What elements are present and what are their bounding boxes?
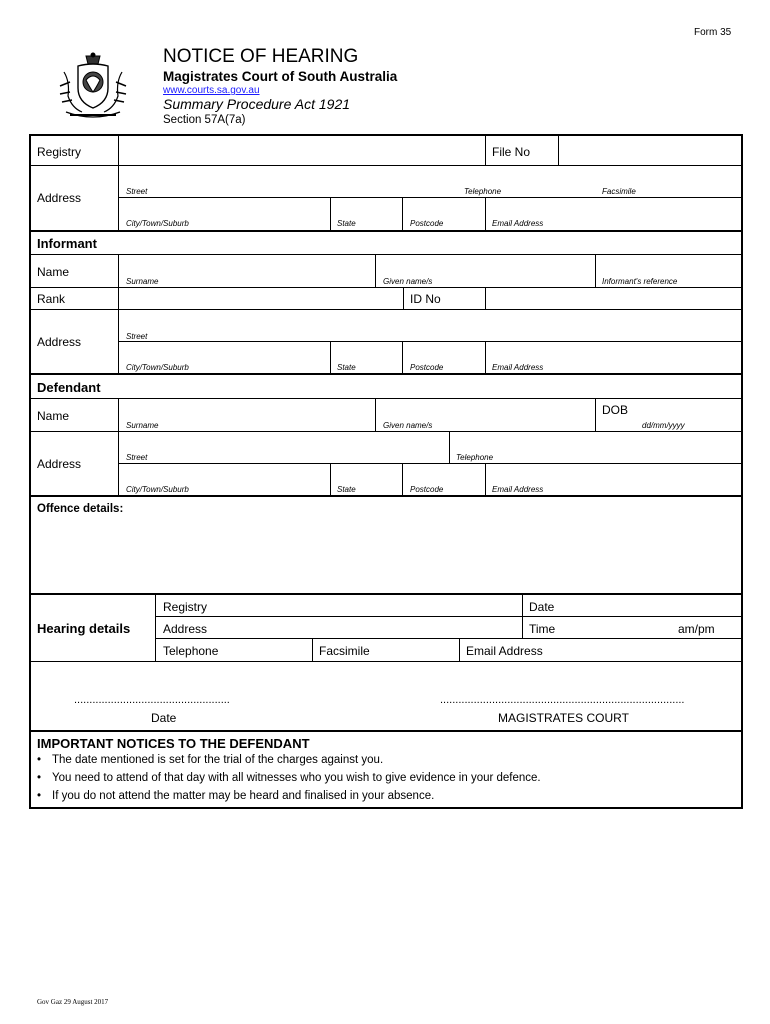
notice-item bbox=[33, 787, 541, 805]
informant-street-field[interactable] bbox=[119, 310, 741, 341]
hearing-time-label: Time bbox=[529, 622, 556, 636]
defendant-street-field[interactable] bbox=[119, 432, 448, 462]
informant-state-caption: State bbox=[337, 363, 356, 372]
informant-given-names-caption: Given name/s bbox=[383, 277, 433, 286]
informant-postcode-field[interactable] bbox=[403, 342, 484, 373]
informant-rank-label: Rank bbox=[37, 292, 66, 306]
bullet-icon: • bbox=[37, 754, 42, 766]
court-facsimile-caption: Facsimile bbox=[602, 187, 636, 196]
notices-heading: IMPORTANT NOTICES TO THE DEFENDANT bbox=[37, 736, 310, 751]
hearing-address-label: Address bbox=[163, 622, 208, 636]
hearing-registry-label: Registry bbox=[163, 600, 208, 614]
hearing-date-field[interactable] bbox=[565, 595, 741, 616]
hearing-email-field[interactable] bbox=[552, 639, 741, 661]
hearing-facsimile-field[interactable] bbox=[376, 639, 458, 661]
act-title: Summary Procedure Act 1921 bbox=[163, 96, 351, 112]
registry-field[interactable] bbox=[119, 135, 485, 165]
notices-list bbox=[33, 751, 541, 805]
hearing-time-field[interactable] bbox=[565, 617, 675, 638]
informant-state-field[interactable] bbox=[331, 342, 401, 373]
defendant-city-caption: City/Town/Suburb bbox=[126, 485, 189, 494]
defendant-name-label: Name bbox=[37, 409, 70, 423]
informant-heading: Informant bbox=[37, 236, 97, 251]
magistrates-court-signature-line[interactable]: ................................................................................ bbox=[440, 694, 685, 706]
defendant-dob-field[interactable] bbox=[596, 399, 741, 430]
defendant-telephone-field[interactable] bbox=[450, 432, 741, 462]
informant-reference-caption: Informant's reference bbox=[602, 277, 678, 286]
informant-surname-caption: Surname bbox=[126, 277, 159, 286]
form-number: Form 35 bbox=[694, 27, 732, 38]
defendant-given-names-caption: Given name/s bbox=[383, 421, 433, 430]
informant-reference-field[interactable] bbox=[596, 255, 741, 286]
offence-details-heading: Offence details: bbox=[37, 503, 124, 515]
defendant-postcode-caption: Postcode bbox=[410, 485, 444, 494]
signature-date-label: Date bbox=[151, 711, 177, 725]
magistrates-court-label: MAGISTRATES COURT bbox=[498, 711, 629, 725]
offence-details-field[interactable] bbox=[31, 520, 740, 592]
court-street-caption: Street bbox=[126, 187, 148, 196]
informant-surname-field[interactable] bbox=[119, 255, 374, 286]
court-website-link[interactable]: www.courts.sa.gov.au bbox=[163, 85, 260, 96]
informant-email-field[interactable] bbox=[486, 342, 741, 373]
defendant-street-caption: Street bbox=[126, 453, 148, 462]
hearing-ampm-label: am/pm bbox=[678, 622, 715, 636]
informant-id-label: ID No bbox=[410, 292, 441, 306]
informant-rank-field[interactable] bbox=[119, 288, 402, 309]
informant-city-caption: City/Town/Suburb bbox=[126, 363, 189, 372]
court-email-caption: Email Address bbox=[492, 219, 544, 228]
hearing-telephone-field[interactable] bbox=[226, 639, 311, 661]
court-postcode-caption: Postcode bbox=[410, 219, 444, 228]
section-ref: Section 57A(7a) bbox=[163, 114, 246, 126]
bullet-icon: • bbox=[37, 790, 42, 802]
defendant-given-names-field[interactable] bbox=[376, 399, 594, 430]
court-email-field[interactable] bbox=[486, 198, 741, 230]
defendant-state-caption: State bbox=[337, 485, 356, 494]
court-state-field[interactable] bbox=[331, 198, 401, 230]
court-street-field[interactable] bbox=[119, 166, 453, 197]
notice-text: You need to attend of that day with all witnesses who you wish to give evidence in your defence. bbox=[52, 772, 541, 784]
defendant-surname-caption: Surname bbox=[126, 421, 159, 430]
page-title: NOTICE OF HEARING bbox=[163, 46, 359, 67]
defendant-dob-format-caption: dd/mm/yyyy bbox=[642, 421, 685, 430]
defendant-email-field[interactable] bbox=[486, 464, 741, 495]
informant-city-field[interactable] bbox=[119, 342, 329, 373]
hearing-telephone-label: Telephone bbox=[163, 644, 219, 658]
defendant-state-field[interactable] bbox=[331, 464, 401, 495]
notice-text: If you do not attend the matter may be heard and finalised in your absence. bbox=[52, 790, 435, 802]
informant-id-field[interactable] bbox=[486, 288, 741, 309]
defendant-address-label: Address bbox=[37, 457, 82, 471]
informant-name-label: Name bbox=[37, 265, 70, 279]
notice-item bbox=[33, 769, 541, 787]
defendant-email-caption: Email Address bbox=[492, 485, 544, 494]
defendant-postcode-field[interactable] bbox=[403, 464, 484, 495]
date-signature-line[interactable]: ................................................... bbox=[74, 694, 230, 706]
court-telephone-field[interactable] bbox=[454, 166, 594, 197]
defendant-dob-label: DOB bbox=[602, 403, 629, 417]
hearing-registry-field[interactable] bbox=[215, 595, 521, 616]
registry-label: Registry bbox=[37, 145, 82, 159]
hearing-details-heading: Hearing details bbox=[37, 621, 131, 636]
hearing-address-field[interactable] bbox=[215, 617, 521, 638]
hearing-date-label: Date bbox=[529, 600, 555, 614]
court-name: Magistrates Court of South Australia bbox=[163, 69, 398, 84]
informant-street-caption: Street bbox=[126, 332, 148, 341]
court-address-label: Address bbox=[37, 191, 82, 205]
defendant-heading: Defendant bbox=[37, 380, 101, 395]
file-no-field[interactable] bbox=[559, 135, 741, 165]
court-city-caption: City/Town/Suburb bbox=[126, 219, 189, 228]
hearing-facsimile-label: Facsimile bbox=[319, 644, 370, 658]
informant-email-caption: Email Address bbox=[492, 363, 544, 372]
court-state-caption: State bbox=[337, 219, 356, 228]
hearing-email-label: Email Address bbox=[466, 644, 543, 658]
court-crest-logo bbox=[56, 52, 130, 122]
court-telephone-caption: Telephone bbox=[464, 187, 502, 196]
court-city-field[interactable] bbox=[119, 198, 329, 230]
file-no-label: File No bbox=[492, 145, 531, 159]
notice-text: The date mentioned is set for the trial of the charges against you. bbox=[52, 754, 384, 766]
informant-address-label: Address bbox=[37, 335, 82, 349]
defendant-telephone-caption: Telephone bbox=[456, 453, 494, 462]
defendant-city-field[interactable] bbox=[119, 464, 329, 495]
notice-item bbox=[33, 751, 541, 769]
informant-given-names-field[interactable] bbox=[376, 255, 594, 286]
gazette-footer: Gov Gaz 29 August 2017 bbox=[37, 998, 109, 1006]
informant-postcode-caption: Postcode bbox=[410, 363, 444, 372]
court-facsimile-field[interactable] bbox=[595, 166, 741, 197]
court-postcode-field[interactable] bbox=[403, 198, 484, 230]
bullet-icon: • bbox=[37, 772, 42, 784]
defendant-surname-field[interactable] bbox=[119, 399, 374, 430]
